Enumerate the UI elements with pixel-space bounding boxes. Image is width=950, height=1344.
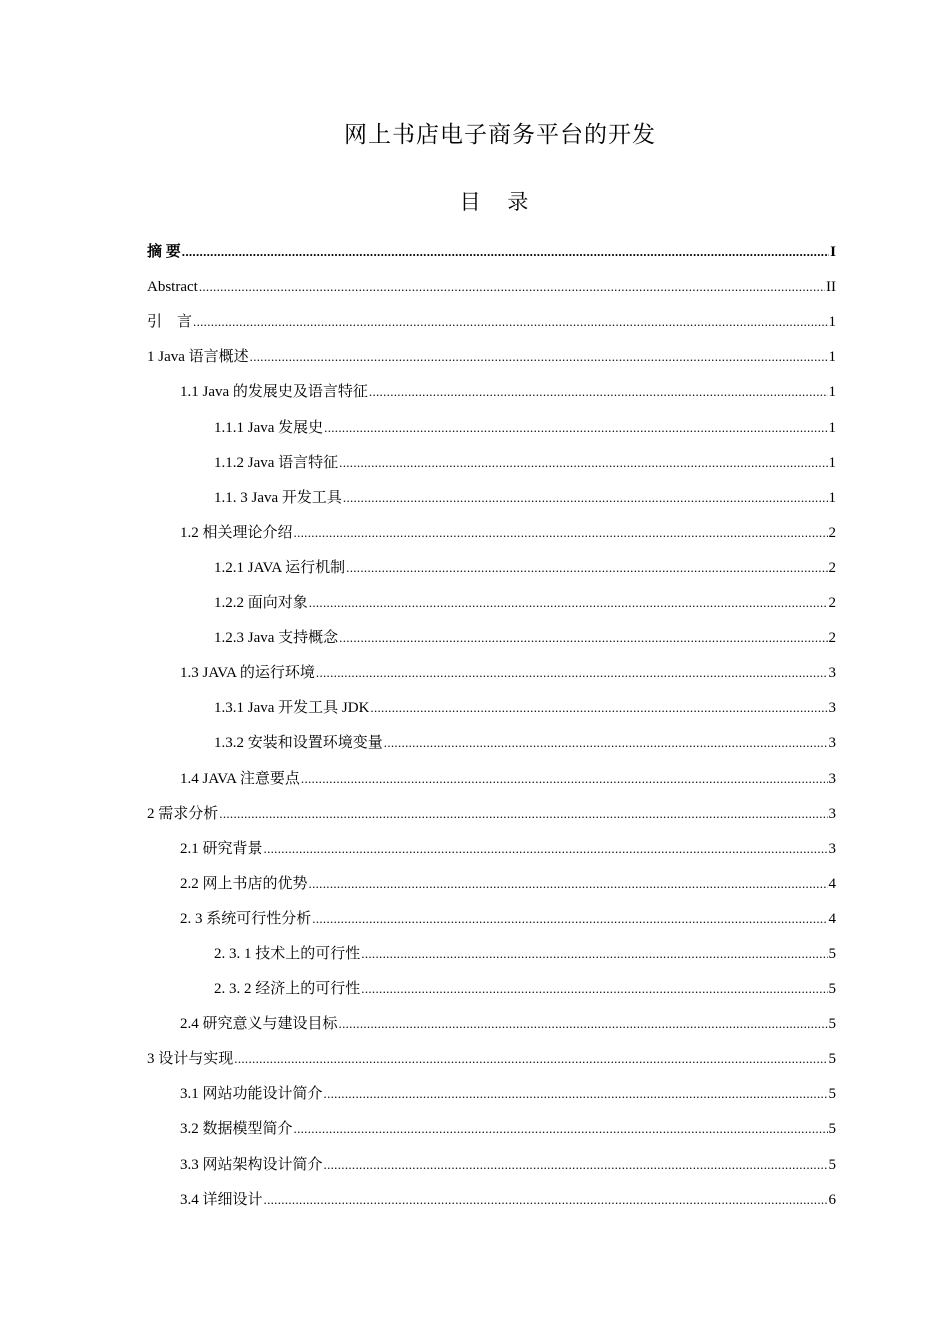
- toc-dot-leader: [369, 382, 828, 402]
- toc-dot-leader: [312, 909, 827, 929]
- toc-entry[interactable]: [147, 648, 836, 683]
- toc-entry-page-number: 3: [828, 840, 836, 857]
- toc-dot-leader: [264, 1190, 828, 1210]
- toc-entry-label: 1.1. 3 Java 开发工具: [214, 489, 342, 506]
- toc-heading: 目 录: [459, 190, 539, 214]
- toc-entry-label: 1.1.2 Java 语言特征: [214, 454, 339, 471]
- toc-entry-page-number: 1: [828, 419, 836, 436]
- toc-entry[interactable]: [147, 859, 836, 894]
- toc-entry[interactable]: [147, 753, 836, 788]
- toc-dot-leader: [343, 488, 828, 508]
- toc-entry-label: 3.4 详细设计: [180, 1191, 263, 1208]
- toc-entry-page-number: 3: [828, 735, 836, 752]
- toc-dot-leader: [193, 312, 827, 332]
- toc-entry-label: 2. 3. 1 技术上的可行性: [214, 945, 361, 962]
- toc-entry[interactable]: [147, 543, 836, 578]
- toc-entry-page-number: 5: [828, 945, 836, 962]
- toc-entry[interactable]: [147, 929, 836, 964]
- toc-entry-label: 1.2.1 JAVA 运行机制: [214, 559, 346, 576]
- toc-entry-label: 2. 3. 2 经济上的可行性: [214, 981, 361, 998]
- toc-dot-leader: [309, 874, 828, 894]
- toc-entry[interactable]: [147, 613, 836, 648]
- toc-entry[interactable]: [147, 999, 836, 1034]
- toc-entry[interactable]: [147, 1175, 836, 1210]
- toc-dot-leader: [294, 523, 828, 543]
- toc-entry-page-number: II: [826, 279, 836, 296]
- toc-entry-label: 1.3.1 Java 开发工具 JDK: [214, 700, 370, 717]
- toc-dot-leader: [339, 628, 827, 648]
- toc-entry-page-number: 2: [828, 559, 836, 576]
- toc-entry-label: 1.1 Java 的发展史及语言特征: [180, 384, 368, 401]
- toc-entry-label: 2.2 网上书店的优势: [180, 875, 308, 892]
- toc-entry-label: 摘 要: [147, 244, 181, 261]
- toc-entry-page-number: 1: [828, 314, 836, 331]
- toc-entry[interactable]: [147, 1104, 836, 1139]
- toc-entry-page-number: 5: [828, 981, 836, 998]
- toc-entry-page-number: 4: [828, 910, 836, 927]
- toc-dot-leader: [339, 453, 827, 473]
- toc-dot-leader: [182, 242, 829, 262]
- toc-entry[interactable]: [147, 683, 836, 718]
- toc-entry[interactable]: [147, 578, 836, 613]
- toc-entry[interactable]: [147, 1069, 836, 1104]
- toc-dot-leader: [324, 1155, 828, 1175]
- toc-entry-label: 3.2 数据模型简介: [180, 1121, 293, 1138]
- toc-dot-leader: [264, 839, 828, 859]
- toc-entry-page-number: 1: [828, 384, 836, 401]
- toc-dot-leader: [361, 979, 827, 999]
- toc-entry-label: 1.2 相关理论介绍: [180, 524, 293, 541]
- toc-entry[interactable]: [147, 402, 836, 437]
- toc-dot-leader: [199, 277, 825, 297]
- toc-entry[interactable]: [147, 227, 836, 262]
- toc-entry-page-number: 5: [828, 1156, 836, 1173]
- toc-dot-leader: [324, 418, 827, 438]
- toc-entry[interactable]: [147, 367, 836, 402]
- toc-dot-leader: [309, 593, 828, 613]
- toc-entry[interactable]: [147, 508, 836, 543]
- toc-dot-leader: [370, 698, 827, 718]
- toc-entry[interactable]: [147, 297, 836, 332]
- toc-entry-label: 引 言: [147, 314, 193, 331]
- toc-entry-page-number: 2: [828, 524, 836, 541]
- toc-entry-label: 2. 3 系统可行性分析: [180, 910, 312, 927]
- toc-entry-page-number: 3: [828, 665, 836, 682]
- toc-dot-leader: [219, 804, 827, 824]
- toc-dot-leader: [324, 1084, 828, 1104]
- toc-entry[interactable]: [147, 789, 836, 824]
- toc-dot-leader: [346, 558, 827, 578]
- toc-entry-page-number: 5: [828, 1051, 836, 1068]
- toc-entry-page-number: 1: [828, 349, 836, 366]
- toc-entry-page-number: I: [830, 244, 836, 261]
- toc-entry-label: 1.2.2 面向对象: [214, 595, 308, 612]
- toc-entry-page-number: 5: [828, 1016, 836, 1033]
- toc-dot-leader: [234, 1049, 827, 1069]
- toc-entry-label: 3.3 网站架构设计简介: [180, 1156, 323, 1173]
- toc-entry[interactable]: [147, 332, 836, 367]
- toc-entry-page-number: 6: [828, 1191, 836, 1208]
- toc-entry-label: 3 设计与实现: [147, 1051, 234, 1068]
- toc-dot-leader: [294, 1119, 828, 1139]
- toc-entry-page-number: 3: [828, 805, 836, 822]
- toc-entry-page-number: 5: [828, 1121, 836, 1138]
- toc-entry-page-number: 2: [828, 630, 836, 647]
- table-of-contents: [147, 227, 836, 1210]
- toc-dot-leader: [384, 733, 828, 753]
- toc-entry-page-number: 2: [828, 595, 836, 612]
- toc-entry[interactable]: [147, 964, 836, 999]
- toc-entry[interactable]: [147, 473, 836, 508]
- toc-dot-leader: [339, 1014, 828, 1034]
- toc-entry-label: 2.4 研究意义与建设目标: [180, 1016, 338, 1033]
- toc-entry-label: 1.1.1 Java 发展史: [214, 419, 324, 436]
- toc-entry-label: 1 Java 语言概述: [147, 349, 249, 366]
- toc-entry[interactable]: [147, 718, 836, 753]
- toc-entry-page-number: 1: [828, 454, 836, 471]
- toc-entry[interactable]: [147, 1139, 836, 1174]
- toc-entry-label: 1.4 JAVA 注意要点: [180, 770, 300, 787]
- toc-dot-leader: [301, 769, 828, 789]
- toc-entry-page-number: 5: [828, 1086, 836, 1103]
- toc-entry[interactable]: [147, 894, 836, 929]
- toc-entry[interactable]: [147, 438, 836, 473]
- toc-entry-page-number: 1: [828, 489, 836, 506]
- toc-entry-label: 1.2.3 Java 支持概念: [214, 630, 339, 647]
- toc-entry-label: Abstract: [147, 279, 198, 296]
- toc-entry-label: 2.1 研究背景: [180, 840, 263, 857]
- toc-entry-page-number: 3: [828, 700, 836, 717]
- toc-dot-leader: [250, 347, 828, 367]
- document-title: 网上书店电子商务平台的开发: [344, 122, 656, 148]
- toc-entry-label: 1.3 JAVA 的运行环境: [180, 665, 315, 682]
- toc-entry-page-number: 4: [828, 875, 836, 892]
- toc-entry[interactable]: [147, 1034, 836, 1069]
- toc-entry[interactable]: [147, 824, 836, 859]
- toc-entry-label: 3.1 网站功能设计简介: [180, 1086, 323, 1103]
- toc-entry-page-number: 3: [828, 770, 836, 787]
- toc-entry[interactable]: [147, 262, 836, 297]
- toc-dot-leader: [361, 944, 827, 964]
- toc-entry-label: 1.3.2 安装和设置环境变量: [214, 735, 383, 752]
- toc-entry-label: 2 需求分析: [147, 805, 219, 822]
- toc-dot-leader: [316, 663, 828, 683]
